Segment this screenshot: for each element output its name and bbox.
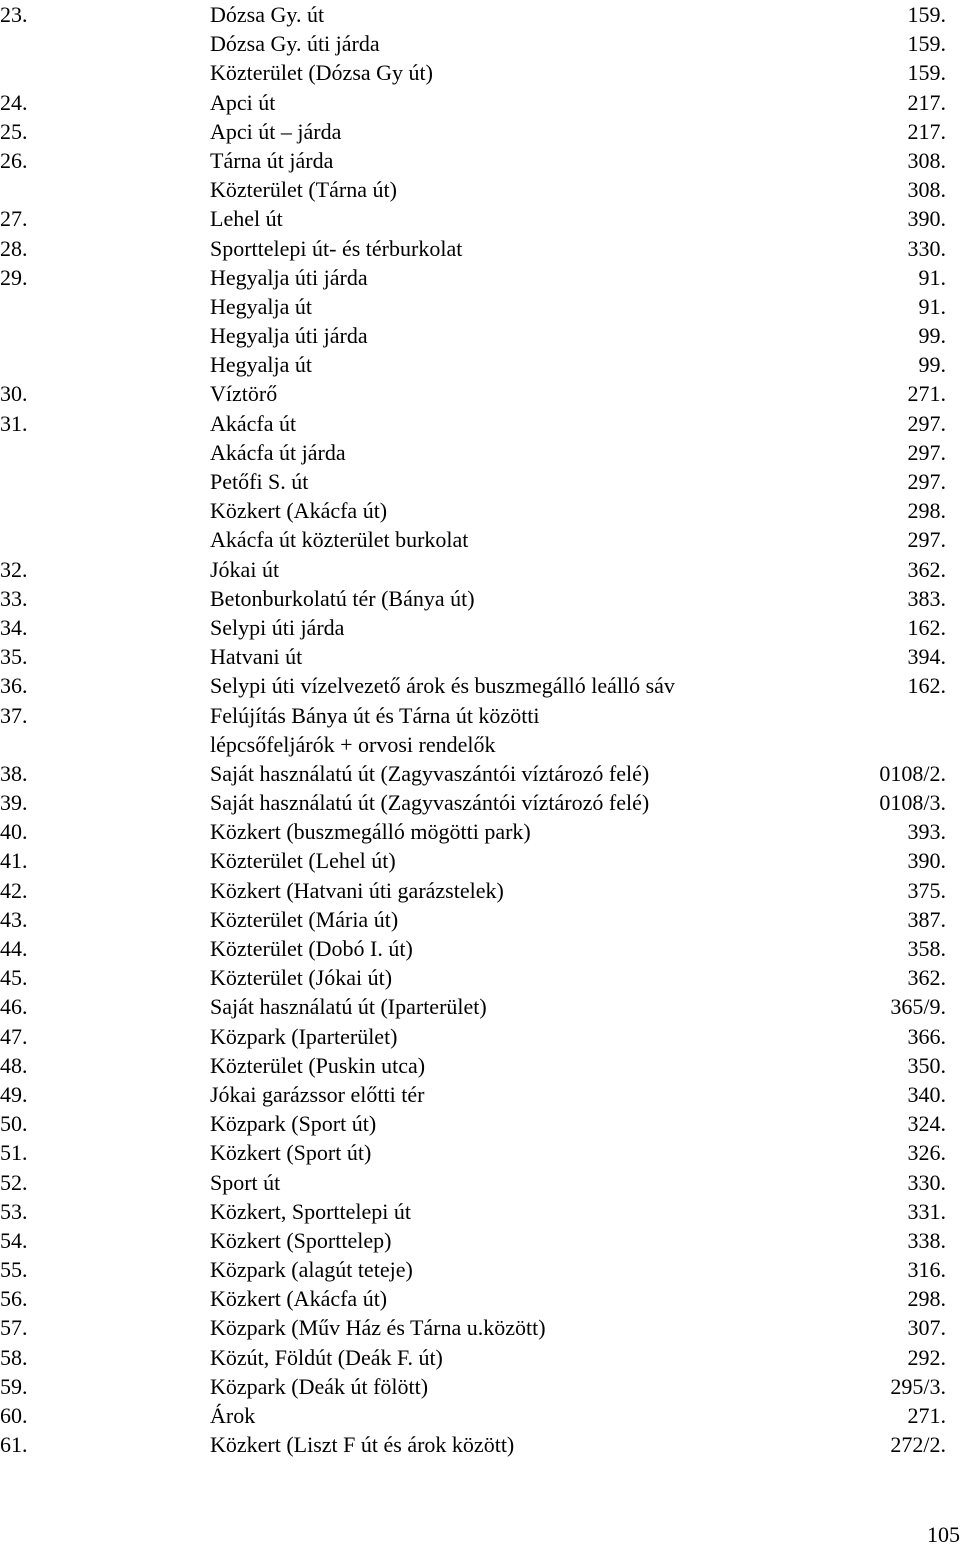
list-item [0, 146, 960, 175]
list-item [0, 321, 960, 350]
item-name: Saját használatú út (Iparterület) [210, 994, 487, 1020]
list-item [0, 759, 960, 788]
item-name: Közterület (Dobó I. út) [210, 936, 413, 961]
list-item [0, 379, 960, 408]
item-number: 49. [0, 1081, 28, 1107]
item-number: 29. [0, 264, 28, 290]
item-name: Sporttelepi út- és térburkolat [210, 235, 463, 261]
item-name: Selypi úti járda [210, 614, 345, 640]
list-item [0, 204, 960, 233]
item-name: Árok [210, 1403, 256, 1428]
item-name: Betonburkolatú tér (Bánya út) [210, 585, 475, 611]
item-number: 43. [0, 906, 28, 932]
parcel-number: 340. [907, 1081, 946, 1107]
parcel-number: 272/2. [890, 1432, 946, 1458]
parcel-number: 297. [907, 439, 946, 465]
parcel-number: 350. [907, 1052, 946, 1078]
parcel-number: 297. [907, 469, 946, 494]
list-item [0, 1197, 960, 1226]
item-name: Selypi úti vízelvezető árok és buszmegálló leálló sáv [210, 673, 675, 699]
item-name: lépcsőfeljárók + orvosi rendelők [210, 731, 496, 757]
item-number: 26. [0, 147, 28, 173]
list-item [0, 1168, 960, 1197]
item-name: Közpark (Műv Ház és Tárna u.között) [210, 1315, 546, 1341]
list-item [0, 671, 960, 700]
list-item [0, 934, 960, 963]
item-name: Közterület (Puskin utca) [210, 1052, 426, 1078]
item-name: Közkert (Sport út) [210, 1140, 372, 1166]
list-item [0, 1430, 960, 1459]
list-item [0, 525, 960, 554]
parcel-number: 159. [907, 31, 946, 57]
item-name: Dózsa Gy. út [210, 2, 325, 27]
item-name: Petőfi S. út [210, 469, 309, 494]
item-number: 42. [0, 877, 28, 903]
item-name: Közkert (Sporttelep) [210, 1227, 392, 1253]
item-name: Közkert (buszmegálló mögötti park) [210, 819, 531, 845]
list-item [0, 1109, 960, 1138]
list-item [0, 584, 960, 613]
item-number: 24. [0, 89, 28, 115]
list-item [0, 117, 960, 146]
list-item [0, 1255, 960, 1284]
parcel-number: 375. [907, 877, 946, 903]
item-number: 25. [0, 118, 28, 144]
list-item [0, 1138, 960, 1167]
parcel-number: 326. [907, 1140, 946, 1166]
parcel-number: 387. [907, 906, 946, 932]
item-name: Közterület (Jókai út) [210, 965, 393, 991]
item-number: 56. [0, 1286, 28, 1312]
list-item [0, 1372, 960, 1401]
item-name: Közkert (Hatvani úti garázstelek) [210, 877, 504, 903]
parcel-number: 91. [918, 264, 946, 290]
item-name: Akácfa út [210, 410, 297, 436]
item-name: Közpark (Iparterület) [210, 1023, 398, 1049]
list-item [0, 701, 960, 730]
item-name: Lehel út [210, 206, 283, 232]
item-name: Közkert (Akácfa út) [210, 1286, 388, 1312]
item-name: Közterület (Dózsa Gy út) [210, 60, 433, 86]
item-name: Közkert (Akácfa út) [210, 498, 388, 524]
parcel-number: 330. [907, 235, 946, 261]
parcel-number: 271. [907, 1403, 946, 1428]
item-name: Jókai út [210, 556, 280, 582]
parcel-number: 99. [918, 323, 946, 349]
list-item [0, 467, 960, 496]
item-number: 52. [0, 1169, 28, 1195]
parcel-number: 390. [907, 848, 946, 874]
item-number: 38. [0, 760, 28, 786]
parcel-number: 308. [907, 177, 946, 203]
list-item [0, 175, 960, 204]
parcel-number: 362. [907, 965, 946, 991]
item-number: 33. [0, 585, 28, 611]
parcel-number: 316. [907, 1257, 946, 1283]
item-number: 35. [0, 644, 28, 670]
list-item [0, 992, 960, 1021]
parcel-number: 162. [907, 614, 946, 640]
list-item [0, 1343, 960, 1372]
parcel-number: 338. [907, 1227, 946, 1253]
list-item [0, 0, 960, 29]
parcel-number: 383. [907, 585, 946, 611]
list-item [0, 1022, 960, 1051]
item-name: Felújítás Bánya út és Tárna út közötti [210, 702, 540, 728]
list-item [0, 409, 960, 438]
item-name: Hegyalja út [210, 352, 313, 378]
item-name: Apci út [210, 89, 276, 115]
list-item [0, 1226, 960, 1255]
item-name: Hegyalja út [210, 293, 313, 319]
list-item [0, 963, 960, 992]
list-item [0, 730, 960, 759]
item-number: 50. [0, 1111, 28, 1137]
parcel-number: 217. [907, 118, 946, 144]
list-item [0, 788, 960, 817]
item-name: Akácfa út járda [210, 439, 346, 465]
item-name: Hegyalja úti járda [210, 264, 368, 290]
parcel-number: 393. [907, 819, 946, 845]
parcel-number: 297. [907, 410, 946, 436]
item-number: 36. [0, 673, 28, 699]
item-name: Hegyalja úti járda [210, 323, 368, 349]
item-number: 48. [0, 1052, 28, 1078]
item-name: Közterület (Mária út) [210, 906, 399, 932]
item-number: 32. [0, 556, 28, 582]
list-item [0, 263, 960, 292]
list-item [0, 88, 960, 117]
list-item [0, 58, 960, 87]
item-number: 31. [0, 410, 28, 436]
item-number: 34. [0, 614, 28, 640]
item-number: 39. [0, 790, 28, 816]
parcel-number: 0108/2. [879, 760, 946, 786]
parcel-number: 307. [907, 1315, 946, 1341]
parcel-number: 295/3. [890, 1373, 946, 1399]
item-name: Víztörő [210, 381, 278, 407]
item-name: Akácfa út közterület burkolat [210, 527, 469, 553]
item-number: 57. [0, 1315, 28, 1341]
parcel-number: 99. [918, 352, 946, 378]
item-name: Közpark (alagút teteje) [210, 1257, 413, 1283]
item-name: Közterület (Lehel út) [210, 848, 396, 874]
page-number: 105 [927, 1522, 960, 1547]
item-number: 27. [0, 206, 28, 232]
parcel-number: 0108/3. [879, 790, 946, 816]
item-name: Közpark (Deák út fölött) [210, 1373, 429, 1399]
item-name: Hatvani út [210, 644, 303, 670]
parcel-number: 91. [918, 293, 946, 319]
item-name: Sport út [210, 1169, 281, 1195]
list-item [0, 1284, 960, 1313]
item-number: 37. [0, 702, 28, 728]
item-number: 46. [0, 994, 28, 1020]
parcel-number: 159. [907, 60, 946, 86]
list-item [0, 642, 960, 671]
parcel-number: 331. [907, 1198, 946, 1224]
list-item [0, 846, 960, 875]
item-name: Saját használatú út (Zagyvaszántói víztározó felé) [210, 760, 650, 786]
parcel-number: 298. [907, 1286, 946, 1312]
parcel-number: 271. [907, 381, 946, 407]
parcel-number: 330. [907, 1169, 946, 1195]
list-item [0, 905, 960, 934]
item-number: 44. [0, 936, 28, 961]
item-name: Közút, Földút (Deák F. út) [210, 1344, 443, 1370]
list-item [0, 1313, 960, 1342]
parcel-number: 292. [907, 1344, 946, 1370]
list-item [0, 876, 960, 905]
list-item [0, 1051, 960, 1080]
item-number: 54. [0, 1227, 28, 1253]
parcel-number: 297. [907, 527, 946, 553]
item-number: 58. [0, 1344, 28, 1370]
parcel-number: 162. [907, 673, 946, 699]
list-item [0, 438, 960, 467]
parcel-number: 308. [907, 147, 946, 173]
parcel-number: 365/9. [890, 994, 946, 1020]
item-number: 60. [0, 1403, 28, 1428]
item-number: 53. [0, 1198, 28, 1224]
parcel-number: 362. [907, 556, 946, 582]
item-name: Saját használatú út (Zagyvaszántói víztározó felé) [210, 790, 650, 816]
item-number: 55. [0, 1257, 28, 1283]
list-item [0, 496, 960, 525]
item-number: 28. [0, 235, 28, 261]
list-item [0, 613, 960, 642]
item-number: 45. [0, 965, 28, 991]
parcel-number: 366. [907, 1023, 946, 1049]
parcel-number: 324. [907, 1111, 946, 1137]
parcel-number: 217. [907, 89, 946, 115]
item-number: 47. [0, 1023, 28, 1049]
item-number: 61. [0, 1432, 28, 1458]
list-item [0, 234, 960, 263]
item-name: Apci út – járda [210, 118, 342, 144]
item-number: 23. [0, 2, 28, 27]
item-name: Közpark (Sport út) [210, 1111, 377, 1137]
list-item [0, 1080, 960, 1109]
item-name: Közkert (Liszt F út és árok között) [210, 1432, 515, 1458]
item-number: 30. [0, 381, 28, 407]
item-number: 59. [0, 1373, 28, 1399]
parcel-number: 298. [907, 498, 946, 524]
item-number: 40. [0, 819, 28, 845]
parcel-number: 390. [907, 206, 946, 232]
item-number: 51. [0, 1140, 28, 1166]
item-name: Jókai garázssor előtti tér [210, 1081, 425, 1107]
list-item [0, 29, 960, 58]
parcel-number: 159. [907, 2, 946, 27]
list-item [0, 292, 960, 321]
parcel-number: 394. [907, 644, 946, 670]
item-number: 41. [0, 848, 28, 874]
item-name: Közkert, Sporttelepi út [210, 1198, 412, 1224]
item-name: Közterület (Tárna út) [210, 177, 397, 203]
list-item [0, 555, 960, 584]
parcel-number: 358. [907, 936, 946, 961]
list-item [0, 817, 960, 846]
list-item [0, 350, 960, 379]
list-item [0, 1401, 960, 1430]
item-name: Dózsa Gy. úti járda [210, 31, 380, 57]
item-name: Tárna út járda [210, 147, 334, 173]
